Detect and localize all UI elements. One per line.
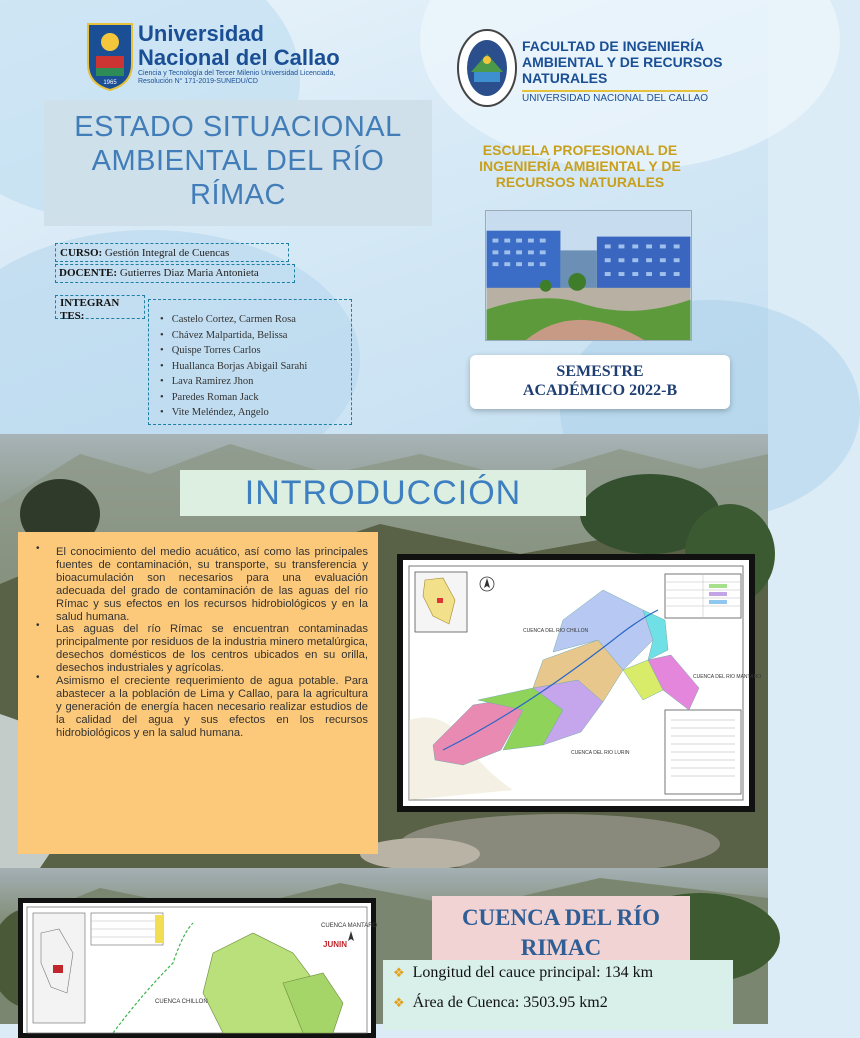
member-name: • Paredes Roman Jack bbox=[160, 390, 307, 406]
members-label bbox=[60, 297, 119, 323]
rimac-basin-map bbox=[397, 554, 762, 812]
member-name: • Castelo Cortez, Carmen Rosa bbox=[160, 312, 307, 328]
basin-section bbox=[0, 868, 768, 1024]
basin-title: CUENCA DEL RÍO RIMAC bbox=[432, 896, 690, 968]
teacher-row bbox=[59, 267, 299, 280]
faculty-seal-logo bbox=[456, 28, 518, 108]
map-label-mantaro: CUENCA DEL RIO MANTARO bbox=[693, 674, 762, 680]
member-name: • Vite Meléndez, Angelo bbox=[160, 405, 307, 421]
faculty-university: UNIVERSIDAD NACIONAL DEL CALLAO bbox=[522, 90, 708, 104]
map-label-lurin: CUENCA DEL RIO LURIN bbox=[571, 750, 630, 756]
teacher-value: Gutierres Diaz Maria Antonieta bbox=[119, 267, 259, 279]
semester-card bbox=[470, 355, 730, 409]
introduction-section bbox=[0, 434, 768, 868]
basin-fact-area: ❖ Área de Cuenca: 3503.95 km2 bbox=[393, 994, 733, 1012]
faculty-name: FACULTAD DE INGENIERÍA AMBIENTAL Y DE RECURSOS NATURALES bbox=[522, 38, 723, 86]
basin-facts bbox=[383, 960, 733, 1030]
map-label-chillon: CUENCA DEL RIO CHILLON bbox=[523, 628, 589, 634]
teacher-label: DOCENTE: bbox=[59, 267, 118, 279]
semester-line1: SEMESTRE bbox=[556, 363, 644, 380]
course-value: Gestión Integral de Cuencas bbox=[104, 247, 230, 259]
members-label-line1: INTEGRAN bbox=[60, 297, 120, 309]
university-name-line1: Universidad bbox=[138, 21, 264, 46]
intro-paragraph: • Asimismo el creciente requerimiento de agua potable. Para abastecer a la población de Lima y Callao, para la agricultura y generación de energía hacen necesario realizar estudios de la calidad del agua y sus efectos en los recursos hidrobiológicos y en la salud humana. bbox=[28, 675, 368, 740]
page-title: ESTADO SITUACIONAL AMBIENTAL DEL RÍO RÍMAC bbox=[74, 111, 402, 211]
introduction-title: INTRODUCCIÓN bbox=[180, 470, 586, 516]
detail-map-graphic bbox=[23, 903, 378, 1033]
campus-photo bbox=[485, 210, 692, 341]
course-label: CURSO: bbox=[60, 247, 103, 259]
basin-fact-length: ❖ Longitud del cauce principal: 134 km bbox=[393, 964, 733, 982]
member-name: • Quispe Torres Carlos bbox=[160, 343, 307, 359]
course-box bbox=[55, 243, 289, 262]
university-tagline: Ciencia y Tecnología del Tercer Milenio Universidad Licenciada, Resolución N° 171-2019-SUNEDU/CD bbox=[138, 70, 336, 85]
map-label-chillon: CUENCA CHILLON bbox=[155, 999, 208, 1005]
introduction-text-box bbox=[18, 532, 378, 854]
title-box bbox=[44, 100, 432, 226]
university-name-line2: Nacional del Callao bbox=[138, 45, 340, 70]
map-label-junin: JUNIN bbox=[323, 940, 348, 949]
member-name: • Huallanca Borjas Abigail Sarahi bbox=[160, 359, 307, 375]
map-label-junin-top: CUENCA MANTARO bbox=[321, 923, 378, 929]
school-name: ESCUELA PROFESIONAL DE INGENIERÍA AMBIENTAL Y DE RECURSOS NATURALES bbox=[479, 142, 681, 190]
semester-line2: ACADÉMICO 2022-B bbox=[522, 382, 678, 399]
member-name: • Chávez Malpartida, Belissa bbox=[160, 328, 307, 344]
seal-year: 1965 bbox=[103, 80, 117, 86]
basin-map-graphic bbox=[403, 560, 762, 806]
member-name: • Lava Ramirez Jhon bbox=[160, 374, 307, 390]
intro-paragraph: • Las aguas del río Rímac se encuentran contaminadas principalmente por residuos de la industria minero metalúrgica, desechos domésticos de los centros ubicados en su orilla, desechos industriales y agrícolas. bbox=[28, 623, 368, 675]
cover-section bbox=[0, 0, 768, 434]
unc-seal-logo bbox=[84, 20, 136, 92]
members-list bbox=[160, 312, 307, 421]
rimac-basin-detail-map bbox=[18, 898, 376, 1038]
intro-paragraph: • El conocimiento del medio acuático, así como las principales fuentes de contaminación, su transporte, su transferencia y bioacumulación son necesarios para una evaluación adecuada del grado de contaminación de las aguas del río Rímac y sus efectos en los recursos hidrobiológicos y en la salud humana. bbox=[28, 546, 368, 623]
members-label-line2: TES: bbox=[60, 310, 85, 322]
